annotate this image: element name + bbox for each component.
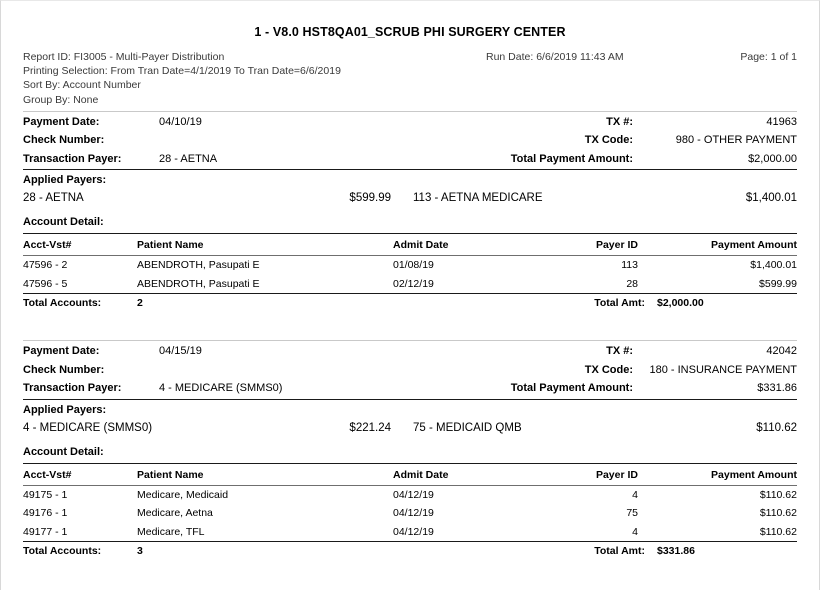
column-header-admit-date-1: Admit Date	[393, 239, 449, 252]
check-number-row-2	[23, 362, 797, 381]
payment-block-1	[23, 114, 797, 170]
table-row	[23, 504, 797, 523]
transaction-payer-value-1: 28 - AETNA	[159, 152, 218, 165]
applied-payer-2-amount-2: $110.62	[756, 421, 797, 434]
report-id-text: Report ID: FI3005 - Multi-Payer Distribution	[23, 51, 225, 63]
total-payment-amount-value-2: $331.86	[757, 382, 797, 395]
cell-acct-vst: 49176 - 1	[23, 507, 68, 520]
cell-acct-vst: 47596 - 2	[23, 259, 68, 272]
meta-row-1	[23, 50, 797, 64]
payment-date-label-2: Payment Date:	[23, 345, 100, 358]
cell-admit-date: 04/12/19	[393, 507, 434, 520]
total-amt-value-1: $2,000.00	[657, 297, 704, 310]
cell-patient-name: Medicare, Aetna	[137, 507, 213, 520]
sort-by-text: Sort By: Account Number	[23, 79, 141, 92]
transaction-payer-value-2: 4 - MEDICARE (SMMS0)	[159, 382, 283, 395]
table-row	[23, 256, 797, 275]
cell-payment-amount: $110.62	[759, 488, 797, 501]
applied-payers-heading-2: Applied Payers:	[23, 403, 107, 416]
cell-acct-vst: 49175 - 1	[23, 488, 68, 501]
totals-row-1	[23, 294, 797, 314]
page-number-text: Page: 1 of 1	[740, 51, 797, 63]
column-header-admit-date-2: Admit Date	[393, 468, 449, 481]
transaction-payer-row-1	[23, 151, 797, 170]
cell-patient-name: Medicare, Medicaid	[137, 488, 229, 501]
tx-code-value-2: 180 - INSURANCE PAYMENT	[649, 363, 797, 376]
cell-acct-vst: 47596 - 5	[23, 277, 68, 290]
cell-payer-id: 4	[632, 488, 638, 501]
detail-table-1	[23, 236, 797, 293]
applied-payer-2-amount-1: $1,400.01	[745, 192, 797, 205]
column-header-payer-id-2: Payer ID	[595, 468, 638, 481]
detail-table-2	[23, 466, 797, 542]
total-payment-amount-label-1: Total Payment Amount:	[510, 152, 633, 165]
payment-date-value-2: 04/15/19	[159, 345, 202, 358]
tx-number-label-1: TX #:	[606, 115, 633, 128]
cell-payer-id: 113	[621, 259, 638, 272]
account-detail-heading-1: Account Detail:	[23, 216, 104, 229]
detail-table-top-rule-1	[23, 233, 797, 234]
account-detail-heading-2: Account Detail:	[23, 445, 104, 458]
cell-payer-id: 75	[626, 507, 638, 520]
cell-patient-name: Medicare, TFL	[137, 525, 205, 538]
report-meta-header	[23, 50, 797, 107]
cell-payment-amount: $110.62	[759, 525, 797, 538]
total-accounts-value-2: 3	[137, 545, 143, 558]
table-row	[23, 486, 797, 505]
cell-payer-id: 4	[632, 525, 638, 538]
applied-payers-row-2	[23, 421, 797, 442]
applied-payer-2-name-2: 75 - MEDICAID QMB	[413, 421, 522, 434]
table-row	[23, 523, 797, 542]
column-header-acct-vst-1: Acct-Vst#	[23, 239, 72, 252]
meta-row-2	[23, 64, 797, 78]
cell-payment-amount: $110.62	[759, 507, 797, 520]
page-title: 1 - V8.0 HST8QA01_SCRUB PHI SURGERY CENTER	[254, 25, 566, 39]
cell-payment-amount: $599.99	[759, 277, 797, 290]
total-amt-label-1: Total Amt:	[594, 297, 645, 310]
detail-header-row-2	[23, 466, 797, 485]
column-header-payment-amount-2: Payment Amount	[711, 468, 797, 481]
table-row	[23, 275, 797, 294]
check-number-row-1	[23, 132, 797, 151]
payment-block-divider-1	[23, 169, 797, 170]
column-header-patient-name-1: Patient Name	[137, 239, 204, 252]
applied-payer-1-name-1: 28 - AETNA	[23, 192, 84, 205]
total-amt-label-2: Total Amt:	[594, 545, 645, 558]
cell-admit-date: 04/12/19	[393, 488, 434, 501]
applied-payer-1-amount-2: $221.24	[349, 421, 391, 434]
applied-payer-1-name-2: 4 - MEDICARE (SMMS0)	[23, 421, 153, 434]
column-header-payer-id-1: Payer ID	[595, 239, 638, 252]
payment-date-row-2	[23, 343, 797, 362]
payment-date-row-1	[23, 114, 797, 133]
meta-row-3	[23, 78, 797, 92]
column-header-payment-amount-1: Payment Amount	[711, 239, 797, 252]
detail-header-row-1	[23, 236, 797, 255]
meta-row-4	[23, 93, 797, 107]
cell-admit-date: 01/08/19	[393, 259, 434, 272]
transaction-payer-label-1: Transaction Payer:	[23, 152, 122, 165]
tx-number-value-1: 41963	[766, 115, 797, 128]
cell-payer-id: 28	[626, 277, 638, 290]
total-payment-amount-label-2: Total Payment Amount:	[510, 382, 633, 395]
check-number-label-2: Check Number:	[23, 363, 105, 376]
applied-payers-heading-1: Applied Payers:	[23, 174, 107, 187]
applied-payer-1-amount-1: $599.99	[349, 192, 391, 205]
printing-selection-text: Printing Selection: From Tran Date=4/1/2019 To Tran Date=6/6/2019	[23, 65, 341, 78]
payment-date-label-1: Payment Date:	[23, 115, 100, 128]
cell-admit-date: 04/12/19	[393, 525, 434, 538]
column-header-patient-name-2: Patient Name	[137, 468, 204, 481]
cell-payment-amount: $1,400.01	[750, 259, 797, 272]
column-header-acct-vst-2: Acct-Vst#	[23, 468, 72, 481]
check-number-label-1: Check Number:	[23, 134, 105, 147]
payment-date-value-1: 04/10/19	[159, 115, 202, 128]
payment-block-2	[23, 343, 797, 399]
payment-block-divider-2	[23, 399, 797, 400]
total-accounts-label-2: Total Accounts:	[23, 545, 102, 558]
total-amt-value-2: $331.86	[657, 545, 695, 558]
tx-number-value-2: 42042	[766, 345, 797, 358]
total-accounts-value-1: 2	[137, 297, 143, 310]
tx-number-label-2: TX #:	[606, 345, 633, 358]
transaction-payer-label-2: Transaction Payer:	[23, 382, 122, 395]
detail-table-top-rule-2	[23, 463, 797, 464]
header-divider	[23, 111, 797, 112]
run-date-text: Run Date: 6/6/2019 11:43 AM	[486, 51, 624, 63]
transaction-payer-row-2	[23, 380, 797, 399]
cell-admit-date: 02/12/19	[393, 277, 434, 290]
total-accounts-label-1: Total Accounts:	[23, 297, 102, 310]
tx-code-label-1: TX Code:	[584, 134, 633, 147]
tx-code-value-1: 980 - OTHER PAYMENT	[675, 134, 797, 147]
payment-block-top-rule-2	[23, 340, 797, 341]
tx-code-label-2: TX Code:	[584, 363, 633, 376]
cell-patient-name: ABENDROTH, Pasupati E	[137, 277, 260, 290]
applied-payers-row-1	[23, 191, 797, 212]
block-spacer	[23, 314, 797, 336]
applied-payer-2-name-1: 113 - AETNA MEDICARE	[413, 192, 543, 205]
cell-acct-vst: 49177 - 1	[23, 525, 68, 538]
total-payment-amount-value-1: $2,000.00	[748, 152, 797, 165]
totals-row-2	[23, 542, 797, 562]
report-sheet	[23, 1, 797, 562]
cell-patient-name: ABENDROTH, Pasupati E	[137, 259, 260, 272]
group-by-text: Group By: None	[23, 93, 99, 106]
